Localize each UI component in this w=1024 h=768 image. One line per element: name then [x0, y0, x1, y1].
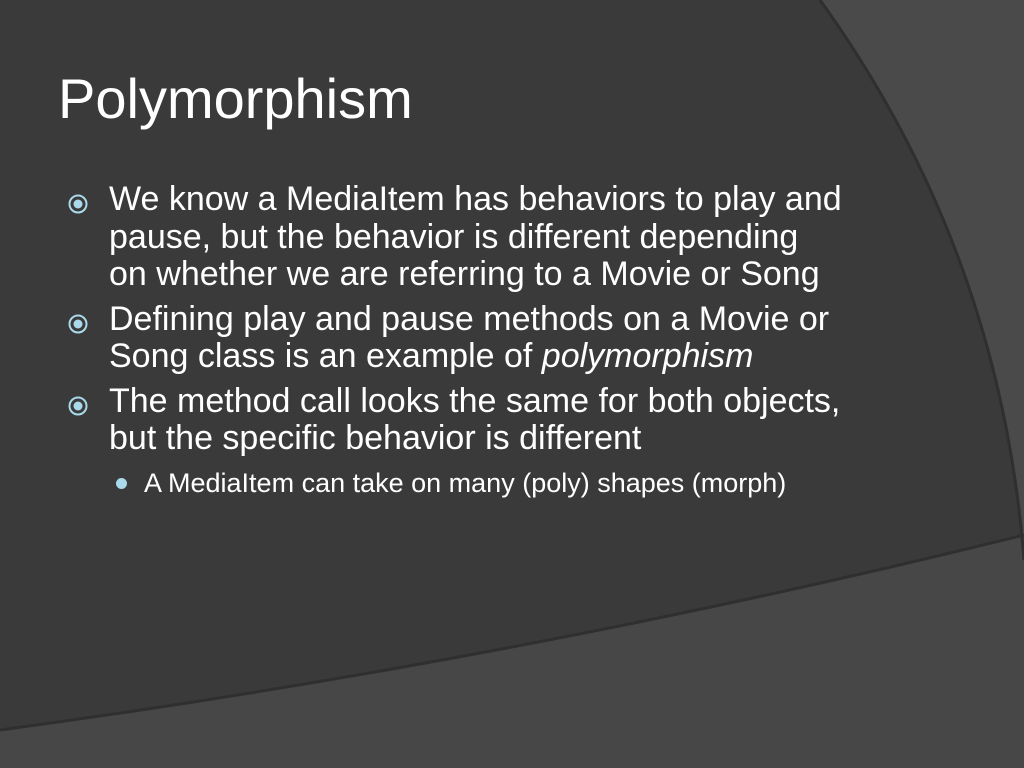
- target-bullet-icon: [67, 193, 89, 215]
- bullet-text: The method call looks the same for both objects, but the specific behavior is different: [109, 381, 841, 457]
- bullet-text-italic: polymorphism: [541, 337, 754, 375]
- target-bullet-icon: [67, 395, 89, 417]
- bullet-item-3: [64, 383, 844, 500]
- bullet-item-2: [64, 301, 844, 376]
- bullet-item-1: [64, 181, 844, 294]
- bullet-text: We know a MediaItem has behaviors to play and pause, but the behavior is different depending on whether we are referring to a Movie or Song: [109, 180, 842, 293]
- sub-bullet-item-1: [109, 466, 844, 500]
- sub-bullet-list: [109, 466, 844, 500]
- bullet-list: [64, 181, 844, 507]
- target-bullet-icon: [67, 313, 89, 335]
- bullet-text: Defining play and pause methods on a Movie or Song class is an example of: [109, 299, 830, 375]
- slide-title: Polymorphism: [58, 67, 413, 130]
- sub-bullet-text: A MediaItem can take on many (poly) shapes (morph): [144, 467, 787, 498]
- dot-bullet-icon: [116, 478, 127, 489]
